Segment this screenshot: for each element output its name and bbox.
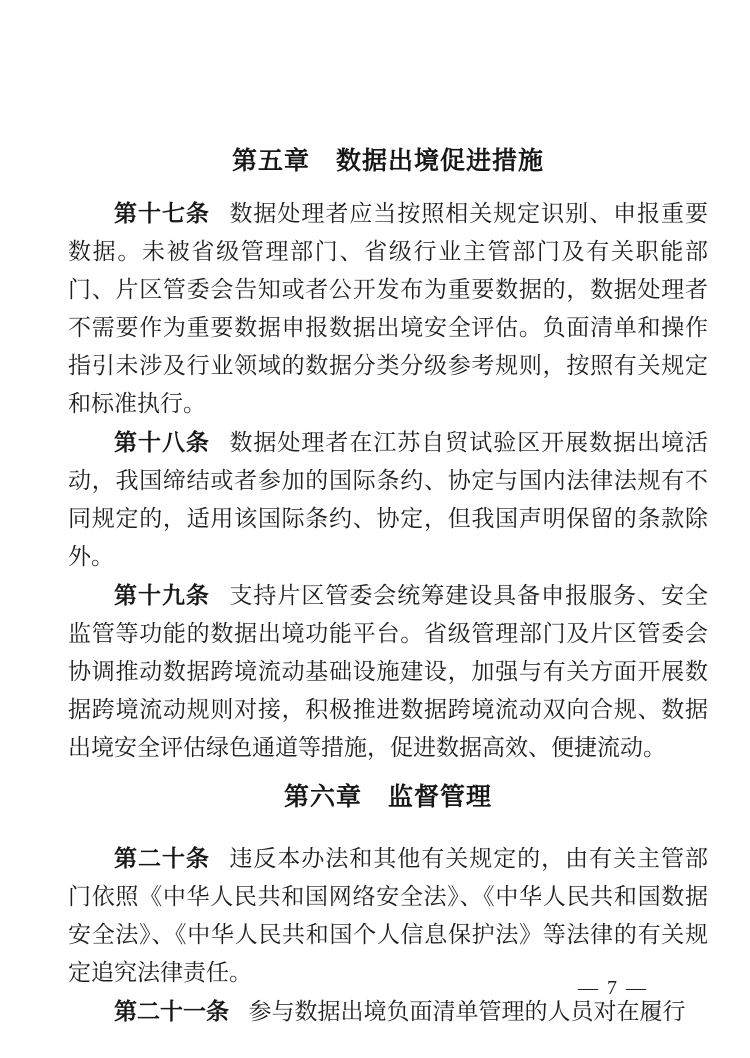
article-20-text: 违反本办法和其他有关规定的，由有关主管部门依照《中华人民共和国网络安全法》、《中华人民共和国数据安全法》、《中华人民共和国个人信息保护法》等法律的有关规定追究法律责任。 bbox=[68, 846, 709, 985]
article-18 bbox=[68, 423, 708, 576]
page-number: — 7 — bbox=[578, 977, 648, 999]
article-19-text: 支持片区管委会统筹建设具备申报服务、安全监管等功能的数据出境功能平台。省级管理部门及片区管委会协调推动数据跨境流动基础设施建设，加强与有关方面开展数据跨境流动规则对接，积极推进数据跨境流动双向合规、数据出境安全评估绿色通道等措施，促进数据高效、便捷流动。 bbox=[68, 583, 709, 760]
article-18-text: 数据处理者在江苏自贸试验区开展数据出境活动，我国缔结或者参加的国际条约、协定与国内法律法规有不同规定的，适用该国际条约、协定，但我国声明保留的条款除外。 bbox=[68, 430, 709, 569]
article-17-text: 数据处理者应当按照相关规定识别、申报重要数据。未被省级管理部门、省级行业主管部门及有关职能部门、片区管委会告知或者公开发布为重要数据的，数据处理者不需要作为重要数据申报数据出境安全评估。负面清单和操作指引未涉及行业领域的数据分类分级参考规则，按照有关规定和标准执行。 bbox=[68, 201, 709, 416]
article-20-label: 第二十条 bbox=[114, 845, 210, 871]
article-17 bbox=[68, 194, 708, 423]
chapter-6-heading: 第六章 监督管理 bbox=[283, 783, 492, 811]
article-21-text: 参与数据出境负面清单管理的人员对在履行 bbox=[248, 999, 686, 1024]
article-18-label: 第十八条 bbox=[114, 429, 210, 455]
article-20 bbox=[68, 839, 708, 992]
article-19-label: 第十九条 bbox=[114, 582, 210, 608]
chapter-5-heading: 第五章 数据出境促进措施 bbox=[231, 147, 544, 175]
article-21-label: 第二十一条 bbox=[114, 998, 229, 1024]
article-17-label: 第十七条 bbox=[114, 200, 210, 226]
article-19 bbox=[68, 576, 708, 767]
